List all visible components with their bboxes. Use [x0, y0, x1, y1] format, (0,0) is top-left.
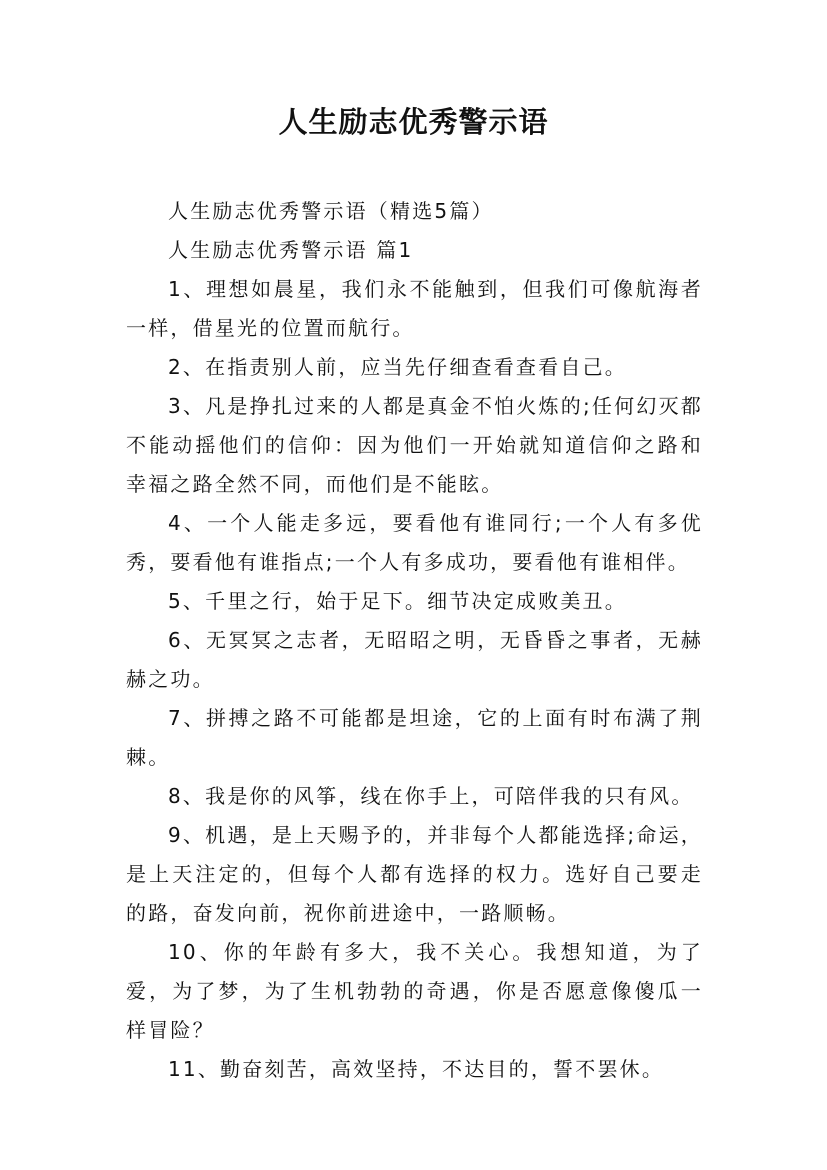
paragraph-section-heading: 人生励志优秀警示语 篇1: [168, 238, 414, 262]
paragraph-subtitle: 人生励志优秀警示语（精选5篇）: [168, 199, 494, 223]
paragraph-item-7: 7、拼搏之路不可能都是坦途，它的上面有时布满了荆棘。: [126, 706, 703, 769]
document-title: 人生励志优秀警示语: [278, 105, 549, 139]
paragraph-item-3: 3、凡是挣扎过来的人都是真金不怕火炼的;任何幻灭都不能动摇他们的信仰：因为他们一开始就知道信仰之路和幸福之路全然不同，而他们是不能眩。: [126, 394, 703, 496]
paragraph-item-8: 8、我是你的风筝，线在你手上，可陪伴我的只有风。: [168, 784, 694, 808]
paragraph-item-5: 5、千里之行，始于足下。细节决定成败美丑。: [168, 589, 627, 613]
paragraph-item-2: 2、在指责别人前，应当先仔细查看查看自己。: [168, 355, 627, 379]
paragraph-item-4: 4、一个人能走多远，要看他有谁同行;一个人有多优秀，要看他有谁指点;一个人有多成功，要看他有谁相伴。: [126, 511, 703, 574]
paragraph-item-11: 11、勤奋刻苦，高效坚持，不达目的，誓不罢休。: [168, 1057, 665, 1081]
paragraph-item-9: 9、机遇，是上天赐予的，并非每个人都能选择;命运，是上天注定的，但每个人都有选择的权力。选好自己要走的路，奋发向前，祝你前进途中，一路顺畅。: [126, 823, 703, 925]
document-body: [126, 192, 703, 1089]
paragraph-item-6: 6、无冥冥之志者，无昭昭之明，无昏昏之事者，无赫赫之功。: [126, 628, 703, 691]
paragraph-item-10: 10、你的年龄有多大，我不关心。我想知道，为了爱，为了梦，为了生机勃勃的奇遇，你是否愿意像傻瓜一样冒险？: [126, 940, 703, 1042]
paragraph-item-1: 1、理想如晨星，我们永不能触到，但我们可像航海者一样，借星光的位置而航行。: [126, 277, 703, 340]
